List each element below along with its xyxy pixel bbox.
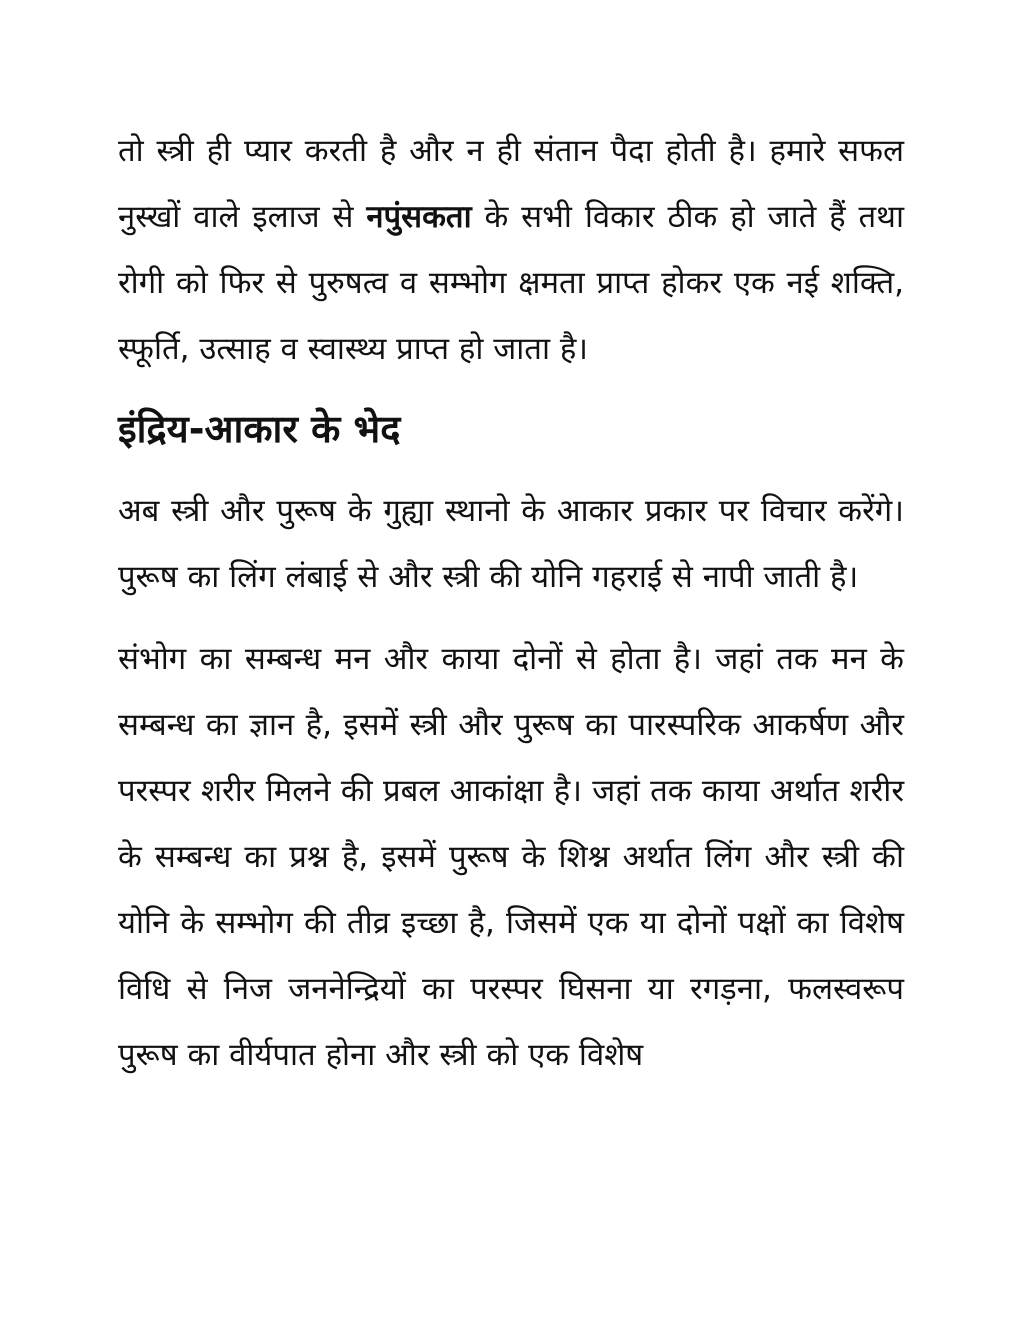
- paragraph-1-text-start: तो स्त्री ही प्यार करती है और न ही संतान पैदा होती है। हमारे सफल नुस्खों वाले इलाज से: [118, 133, 904, 235]
- paragraph-3: संभोग का सम्बन्ध मन और काया दोनों से होता है। जहां तक मन के सम्बन्ध का ज्ञान है, इसमें स्त्री और पुरूष का पारस्परिक आकर्षण और परस्पर शरीर मिलने की प्रबल आकांक्षा है। जहां तक काया अर्थात शरीर के सम्बन्ध का प्रश्न है, इसमें पुरूष के शिश्न अर्थात लिंग और स्त्री की योनि के सम्भोग की तीव्र इच्छा है, जिसमें एक या दोनों पक्षों का विशेष विधि से निज जननेन्द्रियों का परस्पर घिसना या रगड़ना, फलस्वरूप पुरूष का वीर्यपात होना और स्त्री को एक विशेष: [118, 641, 904, 1073]
- paragraph-2: अब स्त्री और पुरूष के गुह्या स्थानो के आकार प्रकार पर विचार करेंगे। पुरूष का लिंग लंबाई से और स्त्री की योनि गहराई से नापी जाती है।: [118, 493, 904, 595]
- bold-keyword: नपुंसकता: [366, 199, 472, 235]
- document-page: [118, 118, 904, 1088]
- paragraph-1-text-end: के सभी विकार ठीक हो जाते हैं तथा रोगी को फिर से पुरुषत्व व सम्भोग क्षमता प्राप्त होकर एक नई शक्ति, स्फूर्ति, उत्साह व स्वास्थ्य प्राप्त हो जाता है।: [118, 199, 904, 367]
- section-heading: इंद्रिय-आकार के भेद: [118, 407, 401, 451]
- paragraph-1: [118, 118, 904, 382]
